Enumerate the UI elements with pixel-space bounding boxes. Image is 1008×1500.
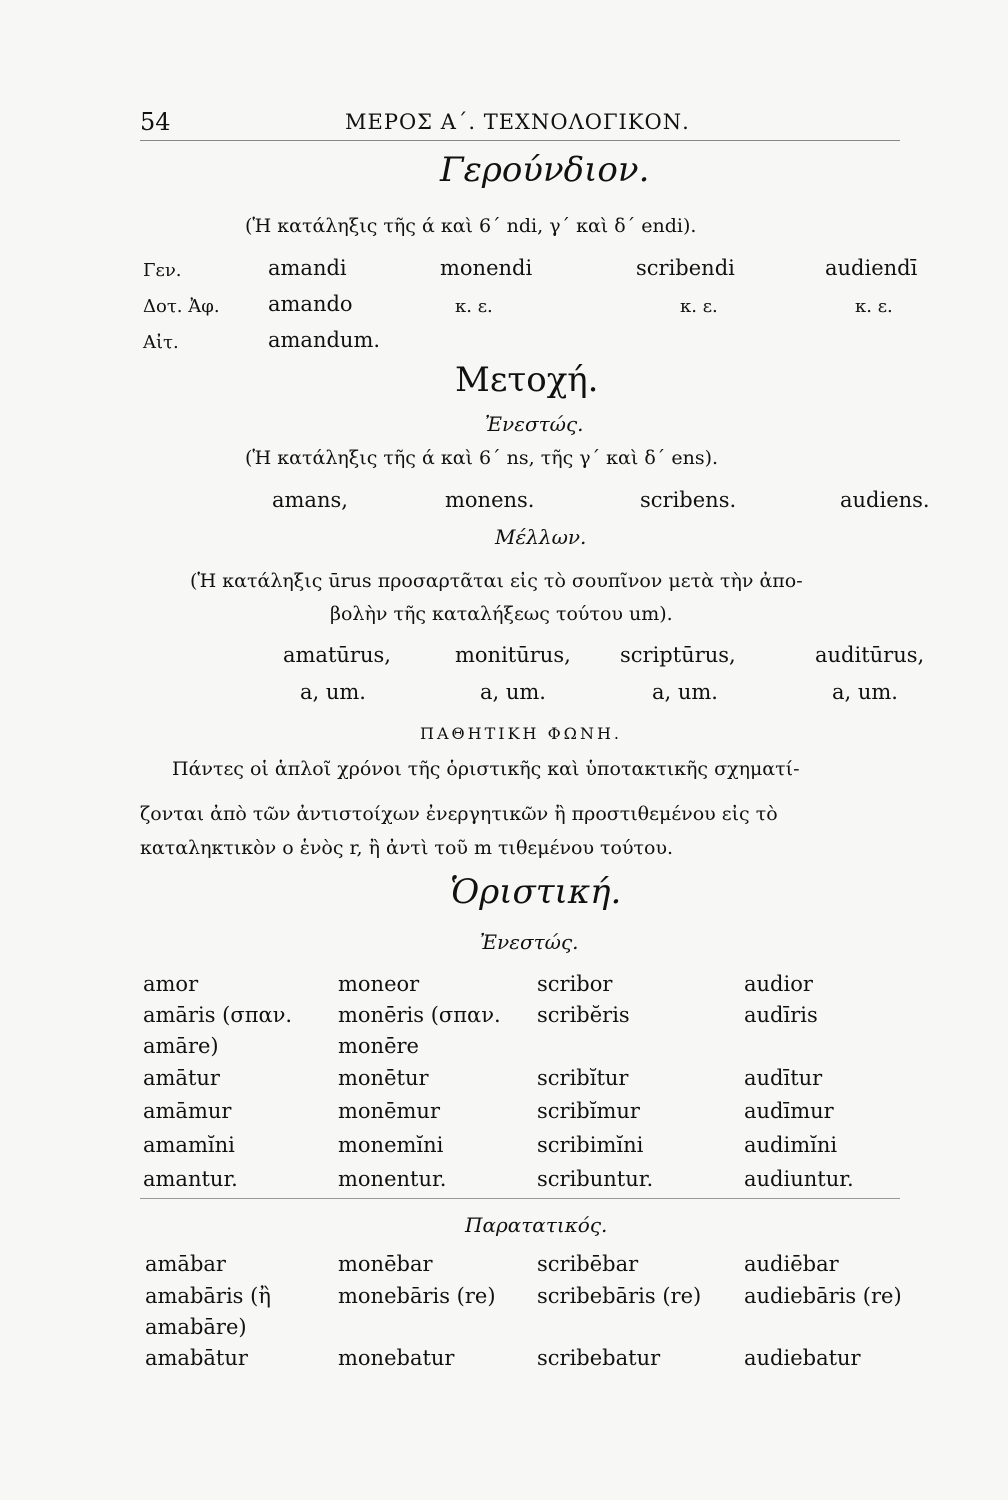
table-cell: monētur	[338, 1066, 429, 1090]
gerund-row-label: Δοτ. Ἀφ.	[143, 296, 220, 317]
gerund-row-label: Γεν.	[143, 260, 182, 281]
section-divider	[140, 1198, 900, 1199]
table-cell: amamĭni	[143, 1133, 235, 1157]
participle-present-form: monens.	[445, 488, 535, 512]
table-cell: amor	[143, 972, 199, 996]
table-cell: amātur	[143, 1066, 220, 1090]
table-cell: scribebāris (re)	[537, 1284, 702, 1308]
table-cell: audiebatur	[744, 1346, 861, 1370]
participle-future-ending: a, um.	[652, 680, 718, 704]
participle-future-ending: a, um.	[480, 680, 546, 704]
table-cell: scribuntur.	[537, 1167, 654, 1191]
table-cell: amabātur	[145, 1346, 248, 1370]
table-cell: monēmur	[338, 1099, 440, 1123]
table-cell: amabāre)	[145, 1315, 247, 1339]
participle-future-ending: a, um.	[300, 680, 366, 704]
table-cell: monebatur	[338, 1346, 455, 1370]
gerund-row-label: Αἰτ.	[143, 332, 179, 353]
table-cell: monentur.	[338, 1167, 447, 1191]
table-cell: amantur.	[143, 1167, 238, 1191]
participle-future-form: monitūrus,	[455, 643, 571, 667]
gerund-cell: amandum.	[268, 328, 381, 352]
passive-paragraph-line: καταληκτικὸν o ἑνὸς r, ἢ ἀντὶ τοῦ m τιθεμένου τούτου.	[140, 837, 674, 859]
page-number: 54	[140, 108, 171, 136]
table-cell: audior	[744, 972, 813, 996]
gerund-cell: amandi	[268, 256, 347, 280]
indicative-title: Ὁριστική.	[450, 872, 622, 912]
participle-future-note-1: (Ἡ κατάληξις ūrus προσαρτᾶται εἰς τὸ σουπῖνον μετὰ τὴν ἀπο-	[190, 570, 803, 592]
gerund-cell: amando	[268, 292, 353, 316]
passive-heading: ΠΑΘΗΤΙΚΗ ΦΩΝΗ.	[420, 724, 622, 743]
participle-present-note: (Ἡ κατάληξις τῆς ά καὶ 6΄ ns, τῆς γ΄ καὶ δ΄ ens).	[245, 447, 719, 469]
participle-future-title: Μέλλων.	[495, 525, 587, 549]
running-title: ΜΕΡΟΣ Α΄. ΤΕΧΝΟΛΟΓΙΚΟΝ.	[345, 110, 690, 134]
table-cell: monēris (σπαν.	[338, 1003, 501, 1027]
table-cell: audīmur	[744, 1099, 834, 1123]
passive-paragraph-line: ζονται ἀπὸ τῶν ἀντιστοίχων ἐνεργητικῶν ἢ προστιθεμένου εἰς τὸ	[140, 803, 778, 825]
participle-present-form: amans,	[272, 488, 348, 512]
participle-title: Μετοχή.	[455, 360, 599, 400]
gerund-title: Γερούνδιον.	[440, 150, 650, 190]
gerund-cell: κ. ε.	[680, 296, 718, 317]
gerund-cell: κ. ε.	[455, 296, 493, 317]
table-cell: audītur	[744, 1066, 823, 1090]
gerund-note: (Ἡ κατάληξις τῆς ά καὶ 6΄ ndi, γ΄ καὶ δ΄ endi).	[245, 215, 697, 237]
participle-present-form: audiens.	[840, 488, 930, 512]
table-cell: audiēbar	[744, 1252, 839, 1276]
passive-paragraph-line: Πάντες οἱ ἁπλοῖ χρόνοι τῆς ὁριστικῆς καὶ ὑποτακτικῆς σχηματί-	[172, 758, 800, 780]
table-cell: monēre	[338, 1034, 419, 1058]
table-cell: amāris (σπαν.	[143, 1003, 293, 1027]
table-cell: audiuntur.	[744, 1167, 854, 1191]
gerund-cell: audiendī	[825, 256, 918, 280]
table-cell: scribimĭni	[537, 1133, 644, 1157]
table-cell: audiebāris (re)	[744, 1284, 902, 1308]
table-cell: amāre)	[143, 1034, 219, 1058]
table-cell: scribĭmur	[537, 1099, 640, 1123]
gerund-cell: scribendi	[636, 256, 735, 280]
participle-present-form: scribens.	[640, 488, 737, 512]
participle-future-form: scriptūrus,	[620, 643, 736, 667]
table-cell: scribēbar	[537, 1252, 639, 1276]
indicative-imperfect-title: Παρατατικός.	[465, 1213, 608, 1237]
table-cell: scribor	[537, 972, 613, 996]
participle-future-note-2: βολὴν τῆς καταλήξεως τούτου um).	[330, 603, 673, 625]
table-cell: monebāris (re)	[338, 1284, 496, 1308]
participle-present-title: Ἐνεστώς.	[485, 412, 584, 436]
table-cell: amabāris (ἢ	[145, 1284, 271, 1308]
table-cell: audimĭni	[744, 1133, 838, 1157]
table-cell: scribebatur	[537, 1346, 661, 1370]
participle-future-form: amatūrus,	[283, 643, 391, 667]
table-cell: amābar	[145, 1252, 226, 1276]
indicative-present-title: Ἐνεστώς.	[480, 930, 579, 954]
table-cell: monēbar	[338, 1252, 433, 1276]
gerund-cell: κ. ε.	[855, 296, 893, 317]
table-cell: audīris	[744, 1003, 818, 1027]
participle-future-form: auditūrus,	[815, 643, 925, 667]
table-cell: scribĭtur	[537, 1066, 629, 1090]
table-cell: amāmur	[143, 1099, 232, 1123]
header-rule	[140, 140, 900, 141]
table-cell: monemĭni	[338, 1133, 444, 1157]
table-cell: moneor	[338, 972, 420, 996]
table-cell: scribĕris	[537, 1003, 630, 1027]
participle-future-ending: a, um.	[832, 680, 898, 704]
gerund-cell: monendi	[440, 256, 533, 280]
